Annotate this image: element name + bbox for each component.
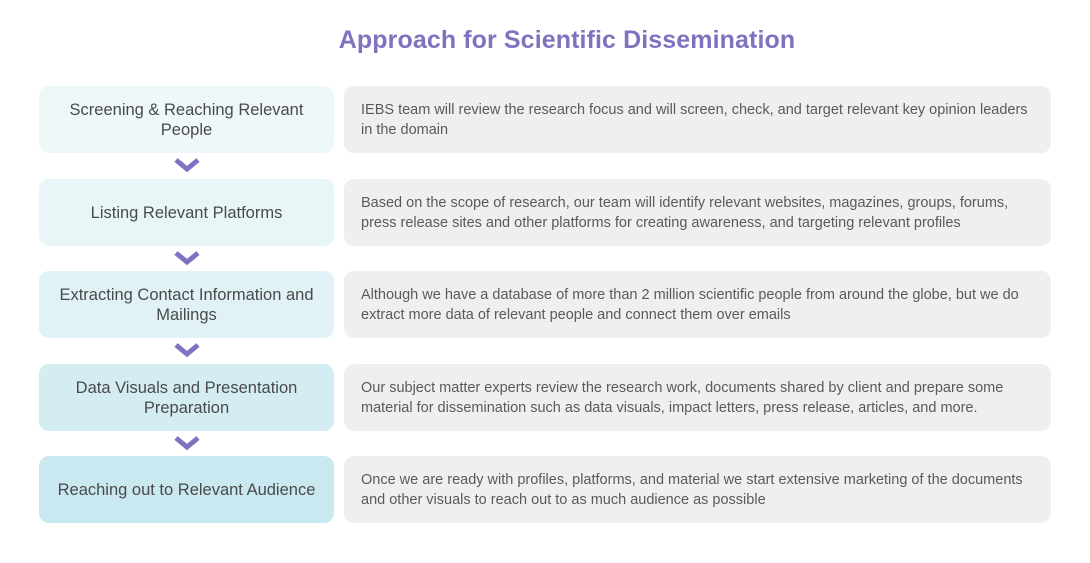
chevron-down-icon [173,342,201,360]
process-row [39,86,1051,153]
chevron-down-icon [173,435,201,453]
process-row [39,179,1051,246]
step-description: Although we have a database of more than 2 million scientific people from around the globe, but we do extract more data of relevant people and connect them over emails [344,271,1051,338]
process-row [39,456,1051,523]
step-description: Based on the scope of research, our team will identify relevant websites, magazines, groups, forums, press release sites and other platforms for creating awareness, and targeting relevant profiles [344,179,1051,246]
chevron-down-icon [173,157,201,175]
step-label: Data Visuals and Presentation Preparation [39,364,334,431]
step-label: Listing Relevant Platforms [39,179,334,246]
step-label: Screening & Reaching Relevant People [39,86,334,153]
step-description: Our subject matter experts review the research work, documents shared by client and prepare some material for dissemination such as data visuals, impact letters, press release, articles, and more. [344,364,1051,431]
chevron-down-icon [173,250,201,268]
step-label: Reaching out to Relevant Audience [39,456,334,523]
step-label: Extracting Contact Information and Mailings [39,271,334,338]
process-row [39,271,1051,338]
step-description: Once we are ready with profiles, platforms, and material we start extensive marketing of the documents and other visuals to reach out to as much audience as possible [344,456,1051,523]
process-row [39,364,1051,431]
page-title: Approach for Scientific Dissemination [338,26,796,54]
step-description: IEBS team will review the research focus and will screen, check, and target relevant key opinion leaders in the domain [344,86,1051,153]
